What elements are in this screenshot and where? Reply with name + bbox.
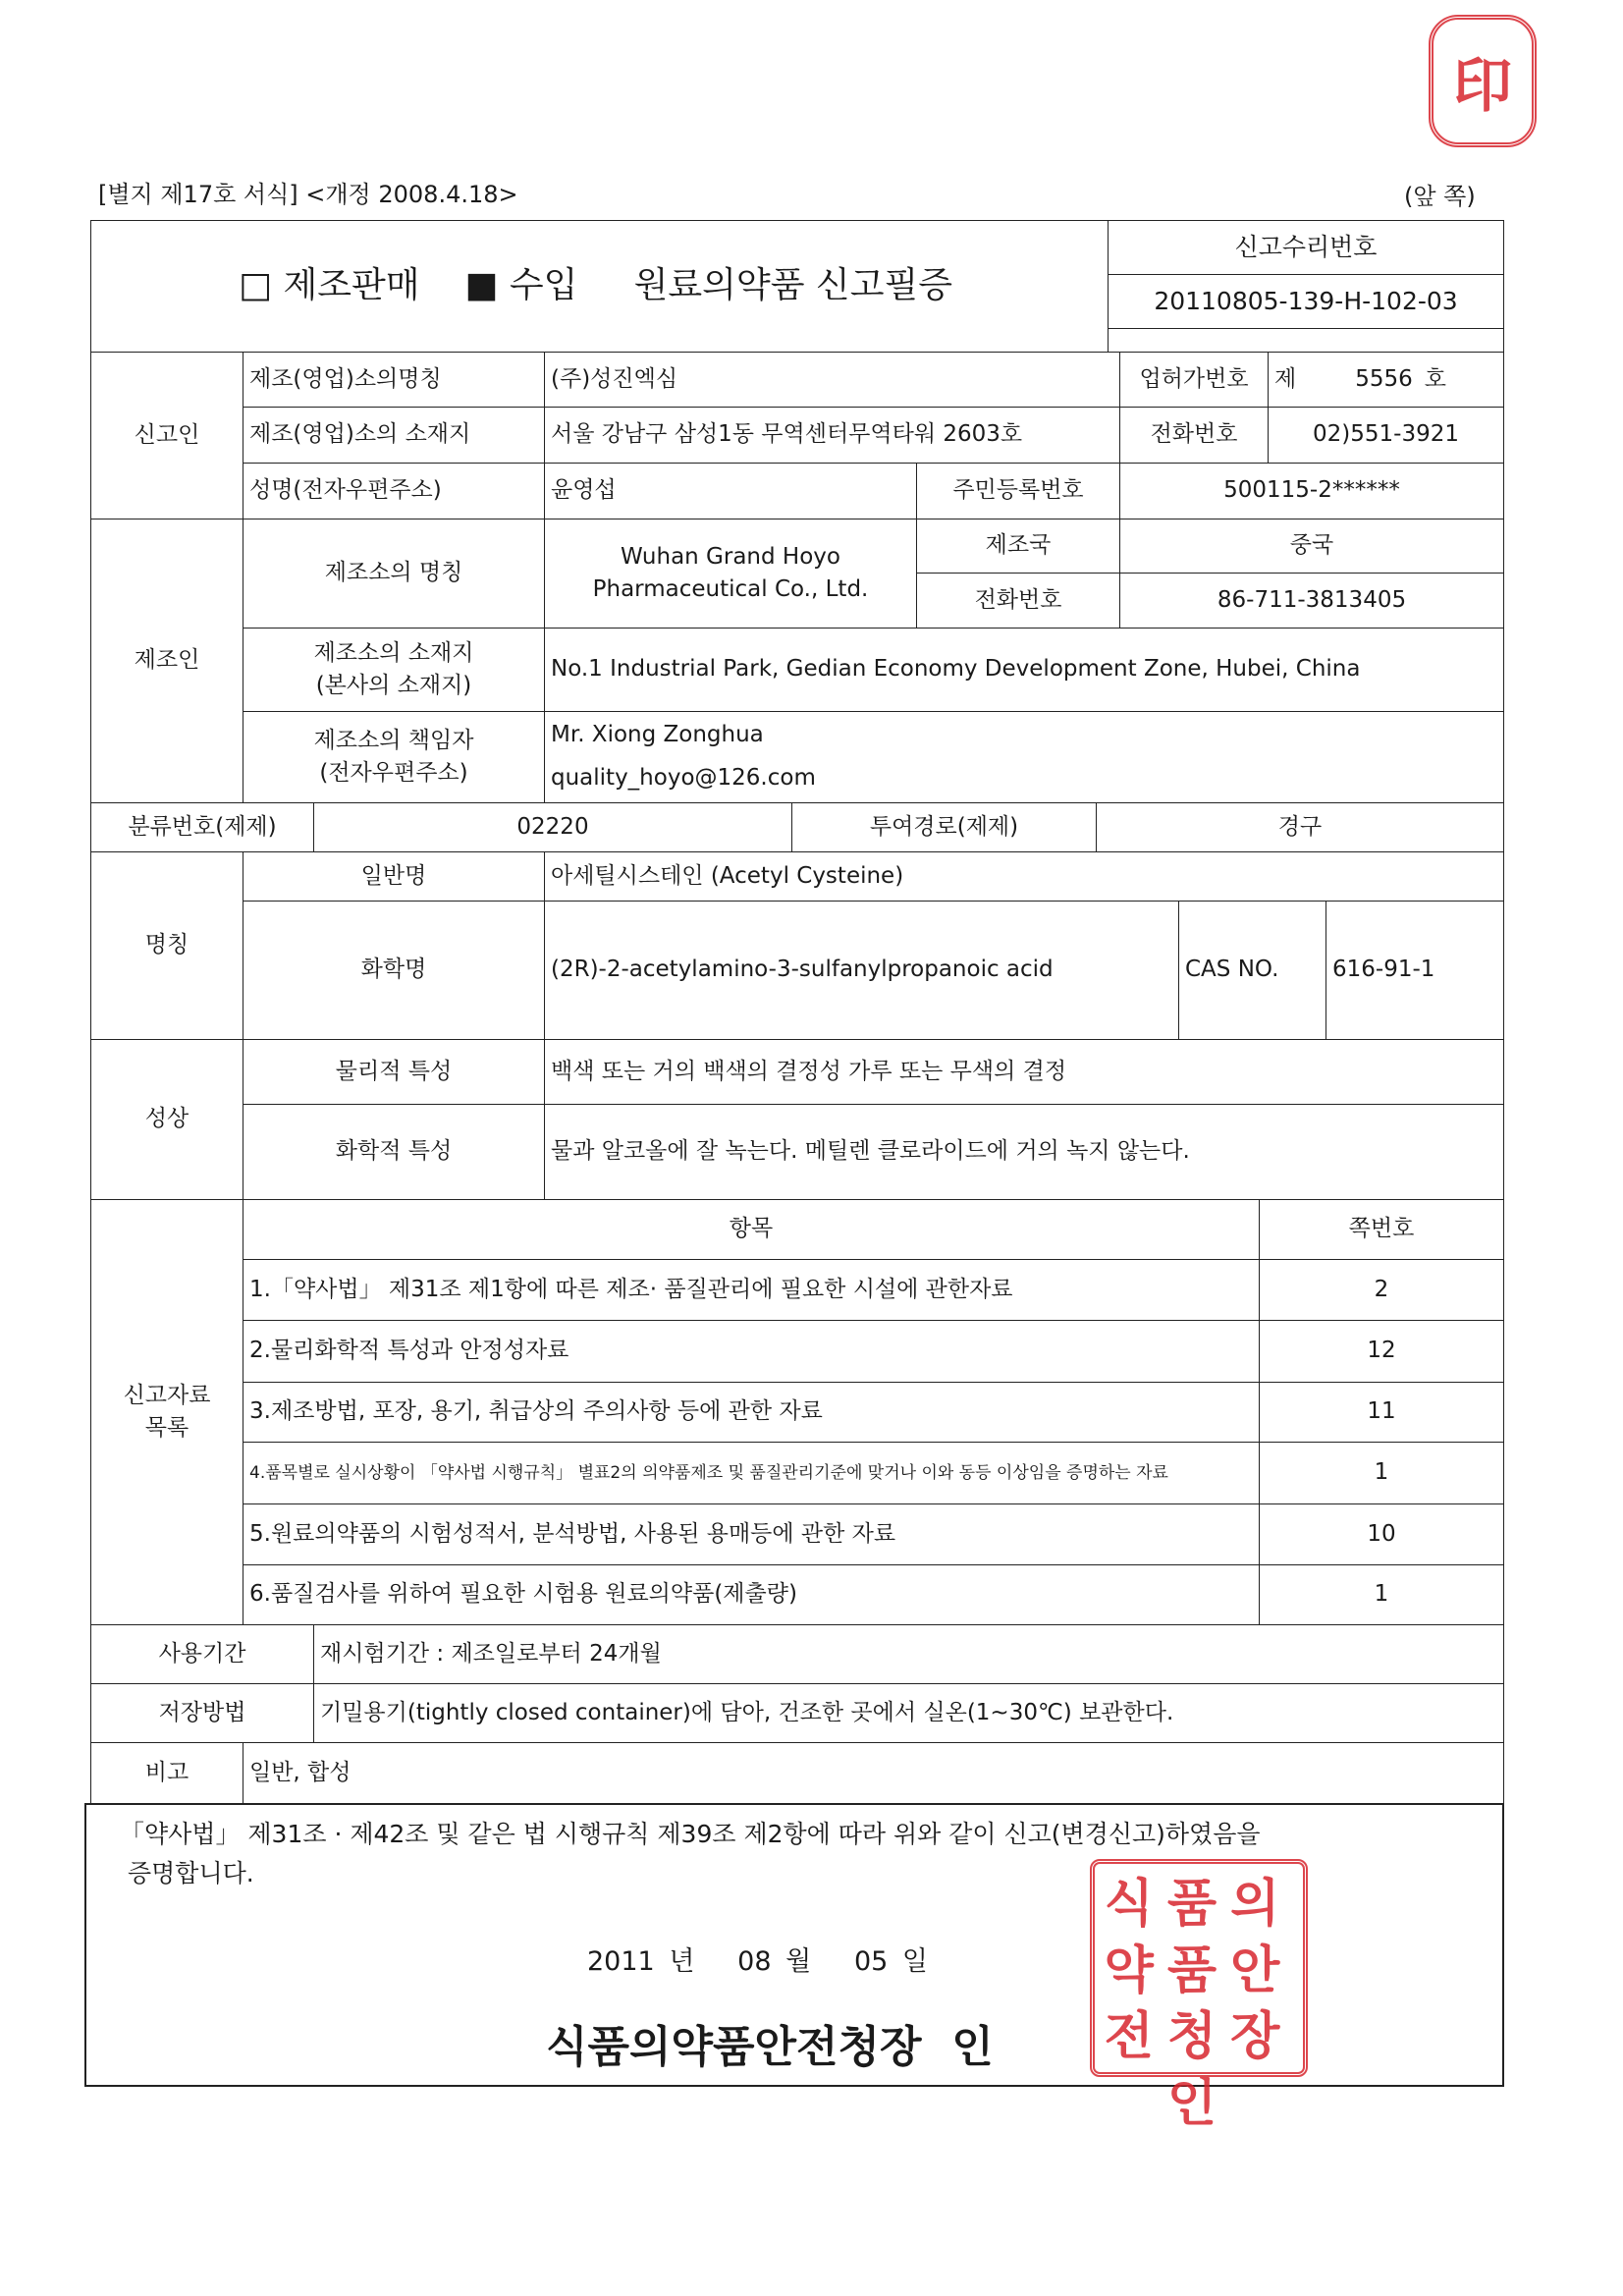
year: 2011 xyxy=(587,1946,655,1977)
license-no: 5556 xyxy=(1355,365,1413,392)
person-label: 성명(전자우편주소) xyxy=(243,463,545,519)
classification-label: 분류번호(제제) xyxy=(90,802,314,852)
form-number: [별지 제17호 서식] <개정 2008.4.18> xyxy=(98,181,518,208)
naming-label: 명칭 xyxy=(90,851,243,1040)
country-label: 제조국 xyxy=(916,519,1120,574)
checkbox-import: ■ xyxy=(464,265,499,306)
option-import: 수입 xyxy=(509,265,578,306)
year-unit: 년 xyxy=(669,1946,695,1977)
document-title xyxy=(90,220,1109,353)
document-row-page: 2 xyxy=(1259,1259,1504,1321)
document-row-item: 2.물리화학적 특성과 안정성자료 xyxy=(243,1320,1260,1383)
id-number: 500115-2****** xyxy=(1119,463,1504,519)
remarks-label: 비고 xyxy=(90,1742,243,1804)
mfr-name xyxy=(544,519,917,629)
mfr-responsible-email: quality_hoyo@126.com xyxy=(551,765,816,791)
receipt-number: 20110805-139-H-102-03 xyxy=(1108,274,1504,329)
declarant-phone: 02)551-3921 xyxy=(1268,407,1504,464)
top-seal xyxy=(1429,15,1537,147)
mfr-address-label-2: (본사의 소재지) xyxy=(315,673,472,698)
title-text: 원료의약품 신고필증 xyxy=(633,265,953,306)
option-manufacture-sale: 제조판매 xyxy=(283,265,420,306)
mfr-responsible-label-1: 제조소의 책임자 xyxy=(313,727,474,753)
declarant-address: 서울 강남구 삼성1동 무역센터무역타워 2603호 xyxy=(544,407,1120,464)
mfr-responsible xyxy=(544,711,1504,803)
month-unit: 월 xyxy=(785,1946,812,1977)
top-seal-text: 印 xyxy=(1453,51,1512,121)
official-seal-text: 식품의약품안전청장인 xyxy=(1104,1875,1294,2133)
id-label: 주민등록번호 xyxy=(916,463,1120,519)
receipt-label: 신고수리번호 xyxy=(1108,220,1504,275)
physical-label: 물리적 특성 xyxy=(243,1039,545,1105)
declarant-address-label: 제조(영업)소의 소재지 xyxy=(243,407,545,464)
mfr-name-line2: Pharmaceutical Co., Ltd. xyxy=(592,576,869,602)
document-row-page: 12 xyxy=(1259,1320,1504,1383)
usage-label: 사용기간 xyxy=(90,1624,314,1684)
document-row-item: 3.제조방법, 포장, 용기, 취급상의 주의사항 등에 관한 자료 xyxy=(243,1382,1260,1443)
physical-properties: 백색 또는 거의 백색의 결정성 가루 또는 무색의 결정 xyxy=(544,1039,1504,1105)
mfr-name-line1: Wuhan Grand Hoyo xyxy=(621,543,840,570)
license-suffix: 호 xyxy=(1424,365,1446,392)
license-prefix: 제 xyxy=(1274,365,1297,392)
issuer-name: 식품의약품안전청장 xyxy=(546,2022,922,2072)
issue-date xyxy=(587,1940,928,1978)
document-row-page: 11 xyxy=(1259,1382,1504,1443)
chemical-properties: 물과 알코올에 잘 녹는다. 메틸렌 클로라이드에 거의 녹지 않는다. xyxy=(544,1104,1504,1200)
day-unit: 일 xyxy=(901,1946,928,1977)
mfr-address: No.1 Industrial Park, Gedian Economy Development Zone, Hubei, China xyxy=(544,628,1504,712)
classification-value: 02220 xyxy=(313,802,792,852)
document-row-page: 1 xyxy=(1259,1564,1504,1625)
seal-word: 인 xyxy=(951,2022,994,2072)
country: 중국 xyxy=(1119,519,1504,574)
mfr-name-label: 제조소의 명칭 xyxy=(243,519,545,629)
official-seal xyxy=(1090,1859,1308,2133)
properties-label: 성상 xyxy=(90,1039,243,1200)
storage-value: 기밀용기(tightly closed container)에 담아, 건조한 곳에서 실온(1~30℃) 보관한다. xyxy=(313,1683,1504,1743)
mfr-responsible-name: Mr. Xiong Zonghua xyxy=(551,722,764,748)
col-page-header: 쪽번호 xyxy=(1259,1199,1504,1260)
document-row-item: 4.품목별로 실시상황이 「약사법 시행규칙」 별표2의 의약품제조 및 품질관리기준에 맞거나 이와 동등 이상임을 증명하는 자료 xyxy=(243,1442,1260,1504)
document-row-item: 1.「약사법」 제31조 제1항에 따른 제조· 품질관리에 필요한 시설에 관한자료 xyxy=(243,1259,1260,1321)
declarant-name: (주)성진엑심 xyxy=(544,352,1120,408)
declarant-label: 신고인 xyxy=(90,352,243,519)
documents-label-2: 목록 xyxy=(144,1415,189,1441)
chemical-name-label: 화학명 xyxy=(243,901,545,1040)
remarks-value: 일반, 합성 xyxy=(243,1742,1504,1804)
checkbox-manufacture-sale: □ xyxy=(239,265,273,306)
cas-label: CAS NO. xyxy=(1178,901,1326,1040)
col-item-header: 항목 xyxy=(243,1199,1260,1260)
document-row-page: 10 xyxy=(1259,1503,1504,1565)
mfr-responsible-label xyxy=(243,711,545,803)
route-label: 투여경로(제제) xyxy=(791,802,1097,852)
license-number xyxy=(1268,352,1504,408)
documents-label xyxy=(90,1199,243,1625)
mfr-address-label xyxy=(243,628,545,712)
certification-line1: 「약사법」 제31조 · 제42조 및 같은 법 시행규칙 제39조 제2항에 따라 위와 같이 신고(변경신고)하였음을 xyxy=(120,1820,1261,1848)
mfr-phone: 86-711-3813405 xyxy=(1119,573,1504,629)
document-row-item: 5.원료의약품의 시험성적서, 분석방법, 사용된 용매등에 관한 자료 xyxy=(243,1503,1260,1565)
month: 08 xyxy=(737,1946,772,1977)
chemical-label: 화학적 특성 xyxy=(243,1104,545,1200)
generic-name-label: 일반명 xyxy=(243,851,545,902)
page-side: (앞 쪽) xyxy=(1404,183,1476,210)
person-name: 윤영섭 xyxy=(544,463,917,519)
documents-label-1: 신고자료 xyxy=(123,1382,211,1408)
day: 05 xyxy=(853,1946,889,1977)
cas-number: 616-91-1 xyxy=(1325,901,1504,1040)
document-row-page: 1 xyxy=(1259,1442,1504,1504)
generic-name: 아세틸시스테인 (Acetyl Cysteine) xyxy=(544,851,1504,902)
usage-value: 재시험기간 : 제조일로부터 24개월 xyxy=(313,1624,1504,1684)
mfr-address-label-1: 제조소의 소재지 xyxy=(313,639,474,666)
manufacturer-label: 제조인 xyxy=(90,519,243,803)
route-value: 경구 xyxy=(1096,802,1504,852)
storage-label: 저장방법 xyxy=(90,1683,314,1743)
certification-line2: 증명합니다. xyxy=(128,1859,254,1887)
spacer xyxy=(1108,328,1504,353)
chemical-name: (2R)-2-acetylamino-3-sulfanylpropanoic acid xyxy=(544,901,1179,1040)
declarant-name-label: 제조(영업)소의명칭 xyxy=(243,352,545,408)
mfr-responsible-label-2: (전자우편주소) xyxy=(319,760,468,786)
issuer xyxy=(546,2011,994,2074)
license-label: 업허가번호 xyxy=(1119,352,1269,408)
document-row-item: 6.품질검사를 위하여 필요한 시험용 원료의약품(제출량) xyxy=(243,1564,1260,1625)
phone-label: 전화번호 xyxy=(1119,407,1269,464)
mfr-phone-label: 전화번호 xyxy=(916,573,1120,629)
